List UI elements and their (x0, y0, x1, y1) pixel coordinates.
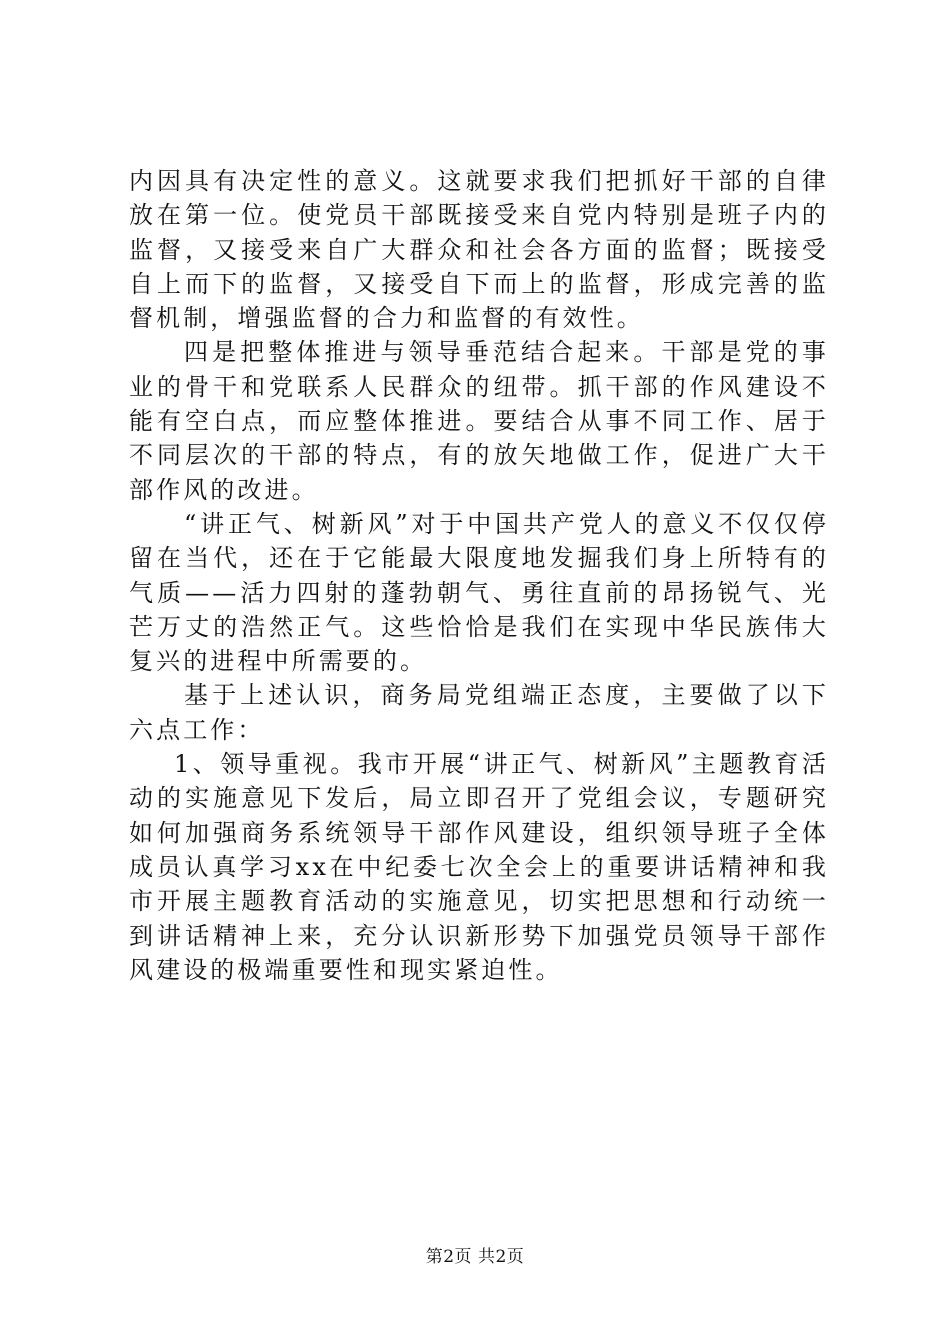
page-footer: 第2页 共2页 (425, 1247, 525, 1267)
paragraph-significance: “讲正气、树新风”对于中国共产党人的意义不仅仅停留在当代，还在于它能最大限度地发掘我们身上所特有的气质——活力四射的蓬勃朝气、勇往直前的昂扬锐气、光芒万丈的浩然正气。这些恰恰是我们在实现中华民族伟大复兴的进程中所需要的。 (129, 509, 829, 676)
paragraph-continuation: 内因具有决定性的意义。这就要求我们把抓好干部的自律放在第一位。使党员干部既接受来自党内特别是班子内的监督，又接受来自广大群众和社会各方面的监督；既接受自上而下的监督，又接受自下而上的监督，形成完善的监督机制，增强监督的合力和监督的有效性。 (129, 167, 829, 333)
paragraph-point-four: 四是把整体推进与领导垂范结合起来。干部是党的事业的骨干和党联系人民群众的纽带。抓干部的作风建设不能有空白点，而应整体推进。要结合从事不同工作、居于不同层次的干部的特点，有的放矢地做工作，促进广大干部作风的改进。 (129, 338, 829, 504)
paragraph-summary-intro: 基于上述认识，商务局党组端正态度，主要做了以下六点工作： (129, 681, 829, 744)
document-body (129, 164, 829, 987)
paragraph-item-one: 1、领导重视。我市开展“讲正气、树新风”主题教育活动的实施意见下发后，局立即召开了党组会议，专题研究如何加强商务系统领导干部作风建设，组织领导班子全体成员认真学习xx在中纪委七次全会上的重要讲话精神和我市开展主题教育活动的实施意见，切实把思想和行动统一到讲话精神上来，充分认识新形势下加强党员领导干部作风建设的极端重要性和现实紧迫性。 (129, 750, 829, 984)
